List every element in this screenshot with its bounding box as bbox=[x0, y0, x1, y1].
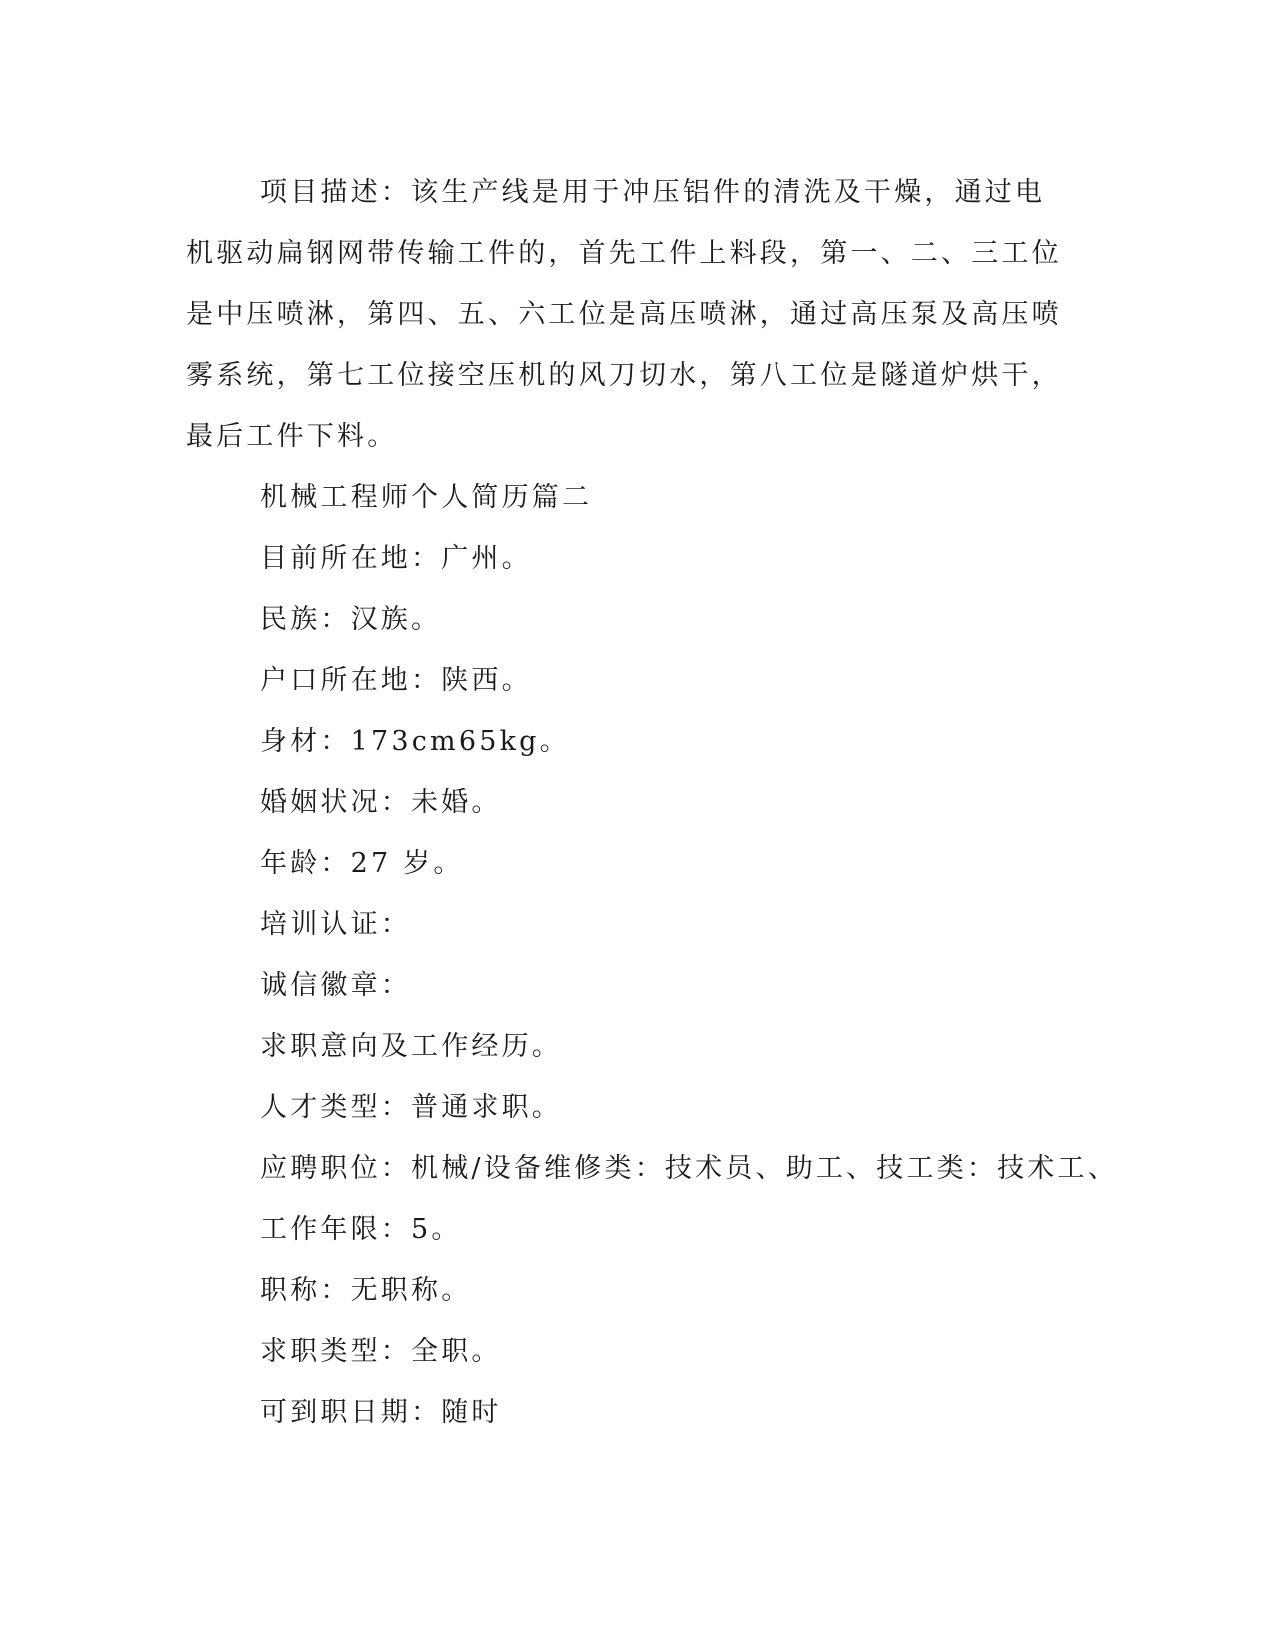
job-type-line: 求职类型：全职。 bbox=[260, 1336, 502, 1367]
document-body bbox=[186, 162, 1118, 1443]
available-date-line: 可到职日期：随时 bbox=[260, 1397, 502, 1428]
ethnicity-line: 民族：汉族。 bbox=[260, 604, 442, 635]
years-of-work-line: 工作年限：5。 bbox=[260, 1214, 462, 1245]
job-intention-line: 求职意向及工作经历。 bbox=[260, 1031, 562, 1062]
professional-title-line: 职称：无职称。 bbox=[260, 1275, 472, 1306]
applied-position-line: 应聘职位：机械/设备维修类：技术员、助工、技工类：技术工、 bbox=[260, 1153, 1118, 1184]
integrity-badge-line: 诚信徽章： bbox=[260, 970, 411, 1001]
talent-type-line: 人才类型：普通求职。 bbox=[260, 1092, 562, 1123]
training-certification-line: 培训认证： bbox=[260, 909, 411, 940]
section-title: 机械工程师个人简历篇二 bbox=[260, 482, 593, 513]
marital-status-line: 婚姻状况：未婚。 bbox=[260, 787, 502, 818]
project-description-paragraph: 项目描述：该生产线是用于冲压铝件的清洗及干燥，通过电机驱动扁钢网带传输工件的，首先工件上料段，第一、二、三工位是中压喷淋，第四、五、六工位是高压喷淋，通过高压泵及高压喷雾系统，第七工位接空压机的风刀切水，第八工位是隧道炉烘干，最后工件下料。 bbox=[186, 177, 1062, 452]
current-location-line: 目前所在地：广州。 bbox=[260, 543, 532, 574]
age-line: 年龄：27 岁。 bbox=[260, 848, 464, 879]
height-weight-line: 身材：173cm65kg。 bbox=[260, 726, 570, 757]
household-registration-line: 户口所在地：陕西。 bbox=[260, 665, 532, 696]
